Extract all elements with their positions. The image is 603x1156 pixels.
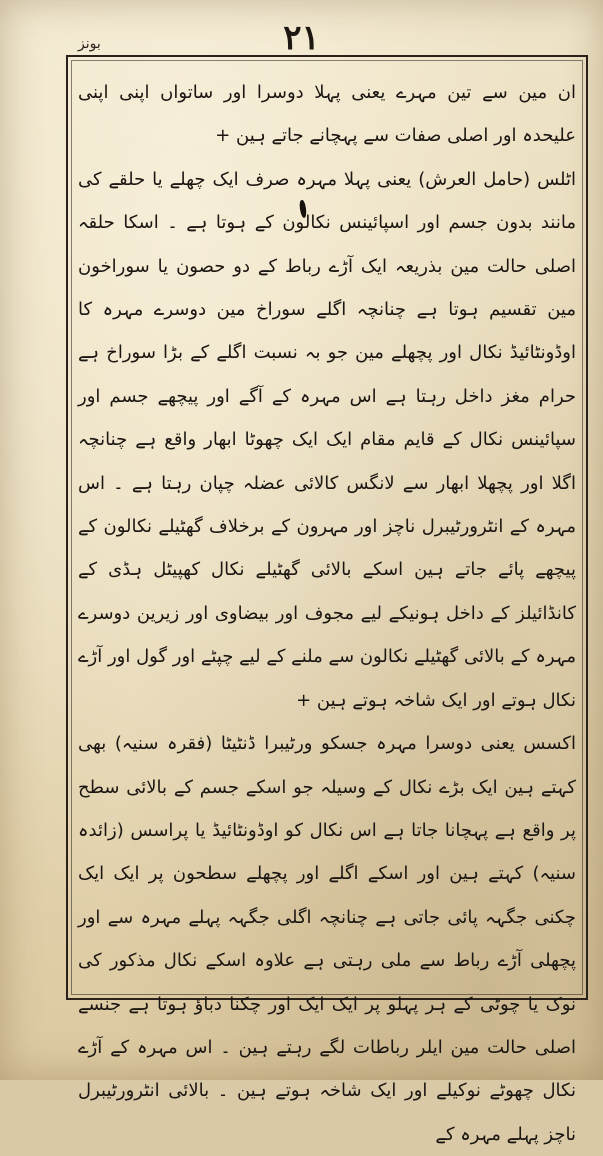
paragraph-intro: ان مین سے تین مہرے یعنی پہلا دوسرا اور ساتواں اپنی اپنی علیحدہ اور اصلی صفات سے پہچانے جاتے ہین + — [78, 82, 576, 147]
paragraph-axis: اکسس یعنی دوسرا مہرہ جسکو ورٹیبرا ڈنٹیٹا (فقرہ سنیہ) بھی کہتے ہین ایک بڑے نکال کے وسیلہ جو اسکے جسم کے بالائی سطح پر واقع ہے پہچانا جاتا ہے اس نکال کو اوڈونٹائیڈ یا پراسس (زائدہ سنیہ) کہتے ہین اور اسکے اگلے اور پچھلے سطحون پر ایک ایک چکنی جگہہ پائی جاتی ہے چنانچہ اگلی جگہہ پہلے مہرہ سے اور پچھلی آڑے رباط سے ملی رہتی ہے علاوہ اسکے نکال مذکور کی نوک یا چوٹی کے ہر پہلو پر ایک ایک اور چکنا دباؤ ہوتا ہے جنسے اصلی حالت مین ایلر رباطات لگے رہتے ہین ۔ اس مہرہ کے آڑے نکال چھوٹے نوکیلے اور ایک شاخہ ہوتے ہین ۔ بالائی انٹرورٹیبرل ناچز پہلے مہرہ کے — [78, 733, 576, 1145]
page-number: ۲۱ — [283, 18, 320, 58]
text-frame — [66, 55, 588, 1145]
body-text — [78, 71, 576, 1156]
paragraph-atlas: اٹلس (حامل العرش) یعنی پہلا مہرہ صرف ایک چھلے یا حلقے کی مانند بدون جسم اور اسپائینس نکالون کے ہوتا ہے ۔ اسکا حلقہ اصلی حالت مین بذریعہ ایک آڑے رباط کے دو حصون یا سوراخون مین تقسیم ہوتا ہے چنانچہ اگلے سوراخ مین دوسرے مہرہ کا اوڈونٹائیڈ نکال اور پچھلے مین جو بہ نسبت اگلے کے بڑا سوراخ ہے حرام مغز داخل رہتا ہے اس مہرہ کے آگے اور پیچھے جسم اور سپائینس نکال کے قایم مقام ایک ایک چھوٹا ابھار واقع ہے چنانچہ اگلا اور پچھلا ابھار سے لانگس کالائی عضلہ چپان رہتا ہے ۔ اس مہرہ کے انٹرورٹیبرل ناچز اور مہرون کے برخلاف گھٹیلے نکالون کے پیچھے پائے جاتے ہین اسکے بالائی گھٹیلے نکال کھپیٹل ہڈی کے کانڈائیلز کے داخل ہونیکے لیے مجوف اور بیضاوی اور زیرین دوسرے مہرہ کے بالائی گھٹیلے نکالون سے ملنے کے لیے چپٹے اور گول اور آڑے نکال ہوتے اور ایک شاخہ ہوتے ہین + — [78, 168, 576, 711]
running-head: بونز — [78, 36, 101, 52]
